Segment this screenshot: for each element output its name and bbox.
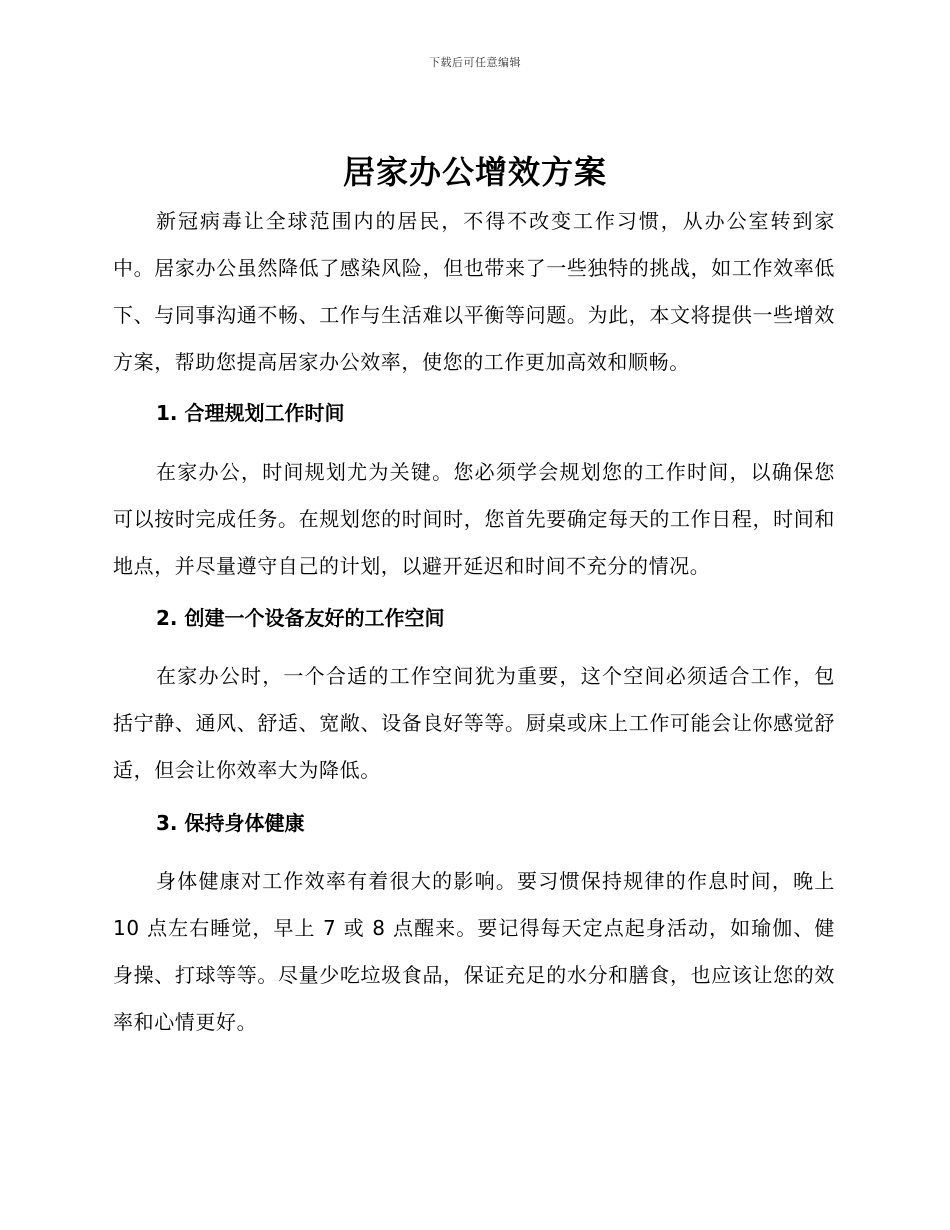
intro-section — [113, 198, 835, 386]
section-heading: 3. 保持身体健康 — [156, 811, 305, 835]
section-paragraph: 在家办公时，一个合适的工作空间犹为重要，这个空间必须适合工作，包括宁静、通风、舒适、宽敞、设备良好等等。厨桌或床上工作可能会让你感觉舒适，但会让你效率大为降低。 — [113, 664, 835, 782]
section-paragraph: 在家办公，时间规划尤为关键。您必须学会规划您的工作时间，以确保您可以按时完成任务。在规划您的时间时，您首先要确定每天的工作日程，时间和地点，并尽量遵守自己的计划，以避开延迟和时间不充分的情况。 — [113, 460, 835, 578]
header-note: 下载后可任意编辑 — [429, 56, 521, 69]
section-body-container — [113, 858, 835, 1046]
section-heading: 1. 合理规划工作时间 — [156, 401, 345, 425]
section-body-container — [113, 653, 835, 794]
section-body-container — [113, 449, 835, 590]
section-heading: 2. 创建一个设备友好的工作空间 — [156, 606, 445, 630]
page-title: 居家办公增效方案 — [342, 153, 607, 191]
section-paragraph: 身体健康对工作效率有着很大的影响。要习惯保持规律的作息时间，晚上 10 点左右睡觉，早上 7 或 8 点醒来。要记得每天定点起身活动，如瑜伽、健身操、打球等等。尽量少吃垃圾食品，保证充足的水分和膳食，也应该让您的效率和心情更好。 — [113, 869, 835, 1034]
intro-paragraph: 新冠病毒让全球范围内的居民，不得不改变工作习惯，从办公室转到家中。居家办公虽然降低了感染风险，但也带来了一些独特的挑战，如工作效率低下、与同事沟通不畅、工作与生活难以平衡等问题。为此，本文将提供一些增效方案，帮助您提高居家办公效率，使您的工作更加高效和顺畅。 — [113, 209, 835, 374]
